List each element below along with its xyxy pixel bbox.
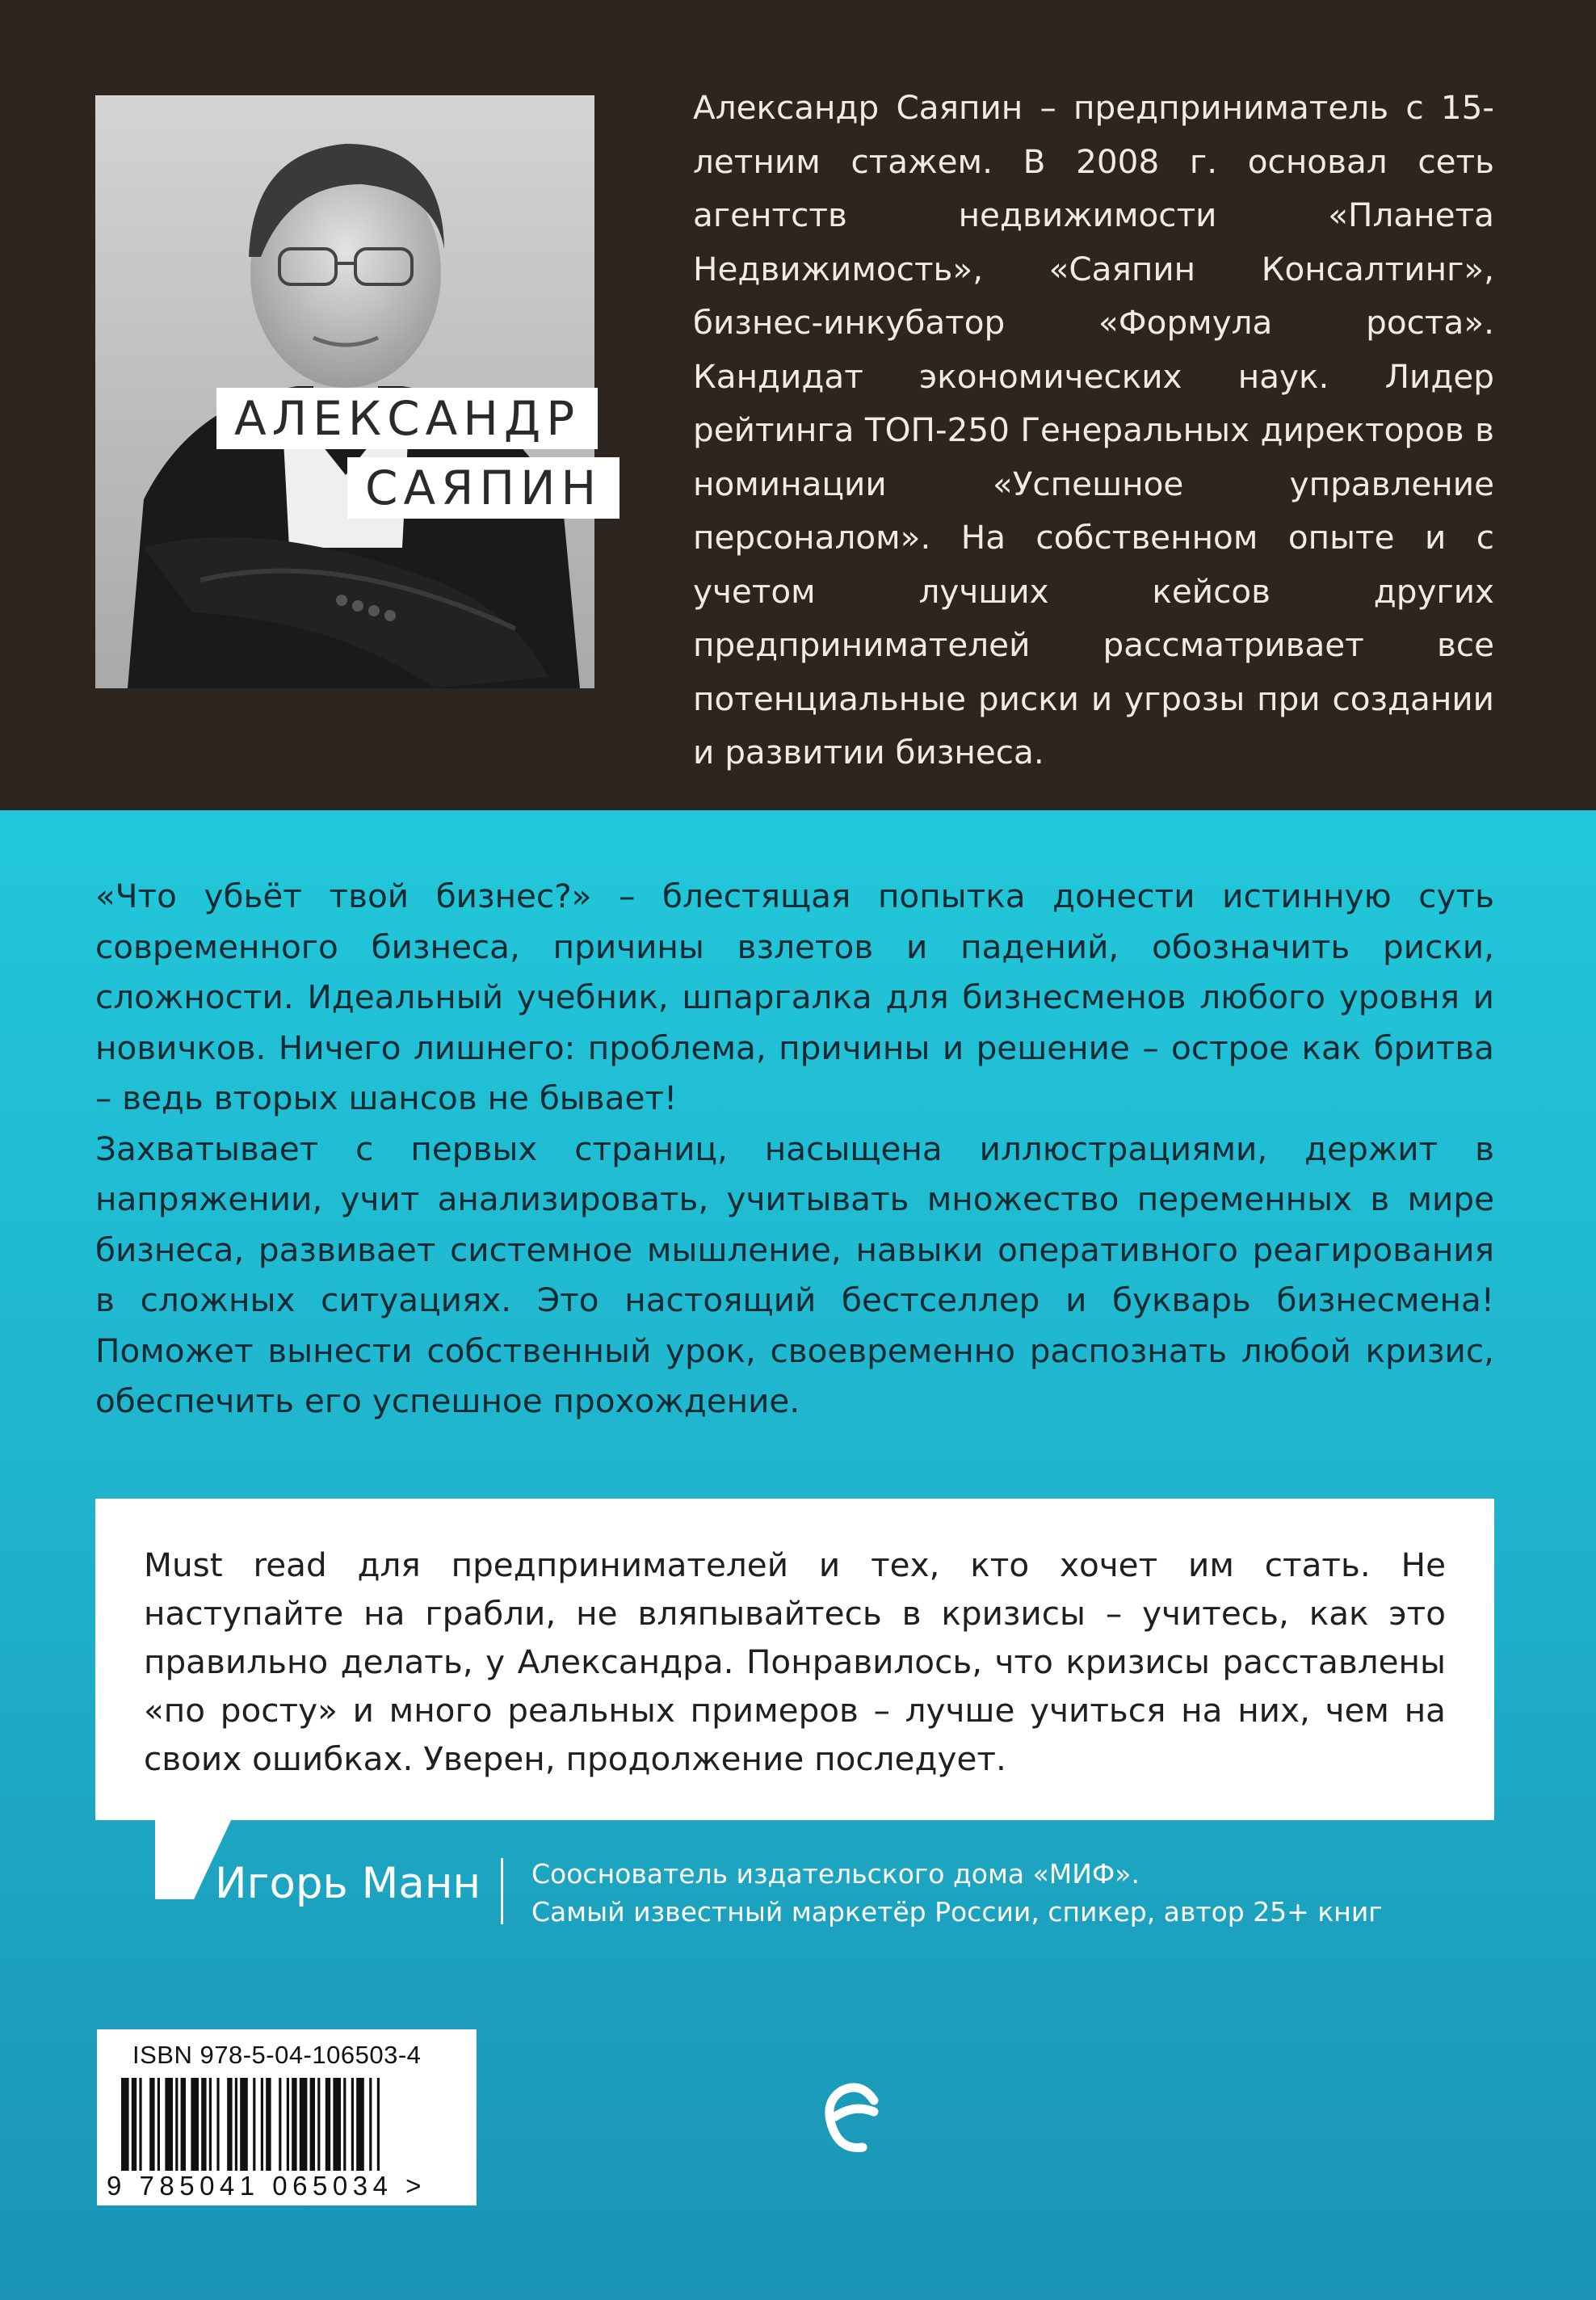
- barcode-bar: [253, 2078, 255, 2171]
- barcode-bar: [279, 2078, 281, 2171]
- barcode-bar: [317, 2078, 320, 2171]
- barcode-bar: [209, 2078, 212, 2171]
- author-name-line1: АЛЕКСАНДР: [216, 388, 598, 449]
- barcode-bar: [287, 2078, 289, 2171]
- barcode-bar: [216, 2078, 219, 2171]
- barcode-bar: [149, 2078, 154, 2171]
- barcode-bar: [356, 2078, 364, 2171]
- barcode-bar: [191, 2078, 199, 2171]
- barcode-bar: [377, 2078, 380, 2171]
- barcode-icon: [121, 2078, 460, 2171]
- barcode-bar: [158, 2078, 160, 2171]
- testimonial-box: [95, 1499, 1494, 1820]
- barcode-bar: [261, 2078, 263, 2171]
- barcode-bar: [292, 2078, 296, 2171]
- barcode-bar: [201, 2078, 206, 2171]
- book-review: [95, 871, 1494, 1427]
- barcode-bar: [175, 2078, 178, 2171]
- barcode-bar: [266, 2078, 271, 2171]
- testimonial-author-description: [531, 1855, 1383, 1931]
- eksmo-logo-icon: [821, 2076, 885, 2163]
- barcode-bar: [227, 2078, 232, 2171]
- barcode-bar: [139, 2078, 141, 2171]
- barcode-bar: [369, 2078, 372, 2171]
- author-desc-line-1: Сооснователь издательского дома «МИФ».: [531, 1858, 1140, 1890]
- barcode-bar: [240, 2078, 248, 2171]
- barcode-bar: [300, 2078, 308, 2171]
- barcode-bar: [310, 2078, 315, 2171]
- isbn-label: ISBN 978-5-04-106503-4: [132, 2041, 422, 2069]
- barcode-bar: [132, 2078, 136, 2171]
- author-divider: [501, 1858, 503, 1924]
- barcode-bar: [351, 2078, 354, 2171]
- review-paragraph-2: Захватывает с первых страниц, насыщена иллюстрациями, держит в напряжении, учит анализировать, учитывать множество переменных в мире бизнеса, развивает системное мышление, навыки оперативного реагирования в сложных ситуациях. Это настоящий бестселлер и букварь бизнесмена! Поможет вынести собственный урок, своевременно распознать любой кризис, обеспечить его успешное прохождение.: [95, 1129, 1494, 1420]
- barcode-bar: [121, 2078, 129, 2171]
- barcode-bar: [333, 2078, 341, 2171]
- barcode-bar: [165, 2078, 173, 2171]
- barcode-bar: [235, 2078, 237, 2171]
- author-desc-line-2: Самый известный маркетёр России, спикер, автор 25+ книг: [531, 1896, 1383, 1928]
- barcode-bar: [326, 2078, 330, 2171]
- barcode-digits: 9 785041 065034 >: [107, 2171, 426, 2201]
- barcode-bar: [343, 2078, 346, 2171]
- barcode-bar: [181, 2078, 186, 2171]
- review-paragraph-1: «Что убьёт твой бизнес?» – блестящая попытка донести истинную суть современного бизнеса, причины взлетов и падений, обозначить риски, сложности. Идеальный учебник, шпаргалка для бизнесменов любого уровня и новичков. Ничего лишнего: проблема, причины и решение – острое как бритва – ведь вторых шансов не бывает!: [95, 877, 1494, 1117]
- barcode-box: [97, 2029, 477, 2205]
- testimonial-quote: Must read для предпринимателей и тех, кто хочет им стать. Не наступайте на грабли, не вляпывайтесь в кризисы – учитесь, как это правильно делать, у Александра. Понравилось, что кризисы расставлены «по росту» и много реальных примеров – лучше учиться на них, чем на своих ошибках. Уверен, продолжение последует.: [144, 1545, 1446, 1778]
- author-bio: Александр Саяпин – предприниматель с 15-летним стажем. В 2008 г. основал сеть агентств недвижимости «Планета Недвижимость», «Саяпин Консалтинг», бизнес-инкубатор «Формула роста». Кандидат экономических наук. Лидер рейтинга ТОП-250 Генеральных директоров в номинации «Успешное управление персоналом». На собственном опыте и с учетом лучших кейсов других предпринимателей рассматривает все потенциальные риски и угрозы при создании и развитии бизнеса.: [693, 88, 1494, 772]
- testimonial-author-name: Игорь Манн: [215, 1859, 481, 1908]
- author-name-line2: САЯПИН: [347, 457, 620, 519]
